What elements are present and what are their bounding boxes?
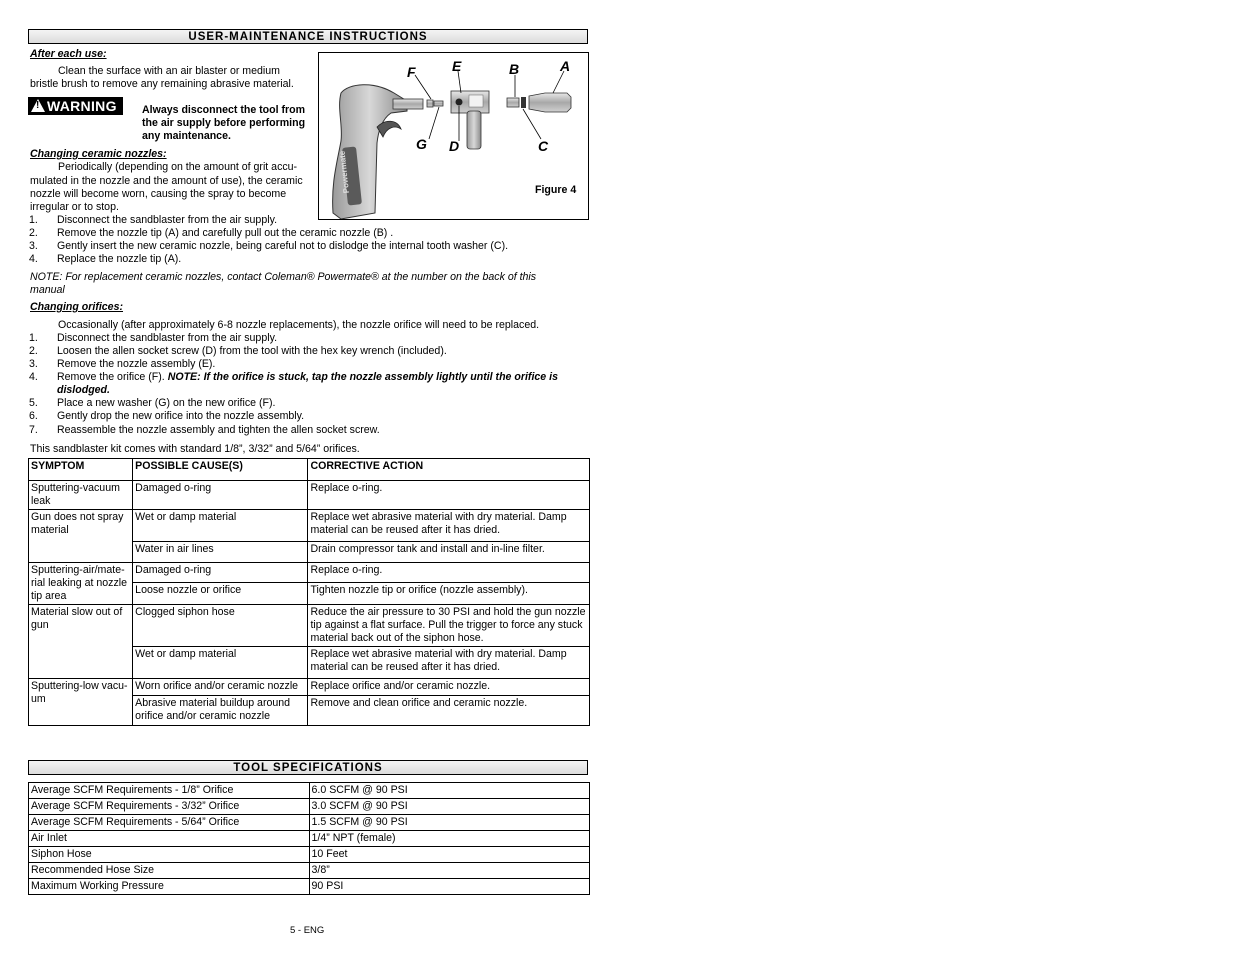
- nozzle-para-line: mulated in the nozzle and the amount of use), the ceramic: [30, 175, 303, 187]
- spec-label: Recommended Hose Size: [29, 863, 310, 879]
- table-row: [29, 563, 590, 583]
- symptom-cell: Sputtering-air/mate-rial leaking at nozzle tip area: [29, 563, 133, 605]
- spec-value: 3.0 SCFM @ 90 PSI: [309, 799, 589, 815]
- spec-row: [29, 847, 590, 863]
- subheading-after-use: After each use:: [30, 48, 107, 60]
- subheading-ceramic-nozzles: Changing ceramic nozzles:: [30, 148, 167, 160]
- table-row: [29, 679, 590, 696]
- spec-row: [29, 879, 590, 895]
- page-number: 5 - ENG: [290, 925, 325, 936]
- after-use-text-2: bristle brush to remove any remaining abrasive material.: [30, 78, 294, 90]
- figure-label-g: G: [416, 136, 427, 152]
- cause-cell: Clogged siphon hose: [133, 605, 308, 647]
- column-header: POSSIBLE CAUSE(S): [133, 459, 308, 481]
- kit-orifices-note: This sandblaster kit comes with standard 1/8”, 3/32” and 5/64” orifices.: [30, 443, 360, 455]
- table-row: [29, 481, 590, 510]
- warning-text: [142, 104, 305, 143]
- section-header-specs: TOOL SPECIFICATIONS: [28, 760, 588, 775]
- spec-value: 6.0 SCFM @ 90 PSI: [309, 783, 589, 799]
- nozzle-para-line: nozzle will become worn, causing the spray to become: [30, 188, 287, 200]
- nozzle-para-line: Periodically (depending on the amount of grit accu-: [58, 161, 298, 173]
- cause-cell: Wet or damp material: [133, 510, 308, 542]
- action-cell: Reduce the air pressure to 30 PSI and hold the gun nozzle tip against a flat surface. Pull the trigger to force any stuck material back out of the siphon hose.: [308, 605, 590, 647]
- spec-label: Maximum Working Pressure: [29, 879, 310, 895]
- spec-label: Siphon Hose: [29, 847, 310, 863]
- cause-cell: Loose nozzle or orifice: [133, 583, 308, 605]
- nozzle-para-line: irregular or to stop.: [30, 201, 119, 213]
- section-header-maintenance: USER-MAINTENANCE INSTRUCTIONS: [28, 29, 588, 44]
- spec-row: [29, 863, 590, 879]
- spec-value: 90 PSI: [309, 879, 589, 895]
- symptom-cell: Sputtering-low vacu-um: [29, 679, 133, 726]
- spec-label: Air Inlet: [29, 831, 310, 847]
- spec-label: Average SCFM Requirements - 1/8” Orifice: [29, 783, 310, 799]
- spec-row: [29, 783, 590, 799]
- figure-label-d: D: [449, 138, 460, 154]
- spec-value: 3/8”: [309, 863, 589, 879]
- action-cell: Replace o-ring.: [308, 481, 590, 510]
- action-cell: Remove and clean orifice and ceramic nozzle.: [308, 696, 590, 726]
- warning-line: any maintenance.: [142, 130, 231, 142]
- spec-row: [29, 831, 590, 847]
- spec-value: 1.5 SCFM @ 90 PSI: [309, 815, 589, 831]
- subheading-orifices: Changing orifices:: [30, 301, 123, 313]
- figure-caption: Figure 4: [535, 184, 577, 196]
- cause-cell: Worn orifice and/or ceramic nozzle: [133, 679, 308, 696]
- exclamation-icon: !: [36, 100, 40, 111]
- symptom-cell: Material slow out of gun: [29, 605, 133, 679]
- figure-label-a: A: [560, 58, 571, 74]
- figure-label-c: C: [538, 138, 549, 154]
- spec-row: [29, 799, 590, 815]
- figure-label-e: E: [452, 58, 462, 74]
- cause-cell: Water in air lines: [133, 542, 308, 563]
- troubleshooting-table: [28, 458, 590, 726]
- spec-label: Average SCFM Requirements - 5/64” Orifice: [29, 815, 310, 831]
- warning-badge-label: WARNING: [47, 98, 117, 114]
- grip-brand-text: Powermate: [337, 150, 351, 194]
- column-header: CORRECTIVE ACTION: [308, 459, 590, 481]
- spec-label: Average SCFM Requirements - 3/32” Orifice: [29, 799, 310, 815]
- spec-value: 1/4” NPT (female): [309, 831, 589, 847]
- spec-value: 10 Feet: [309, 847, 589, 863]
- table-row: [29, 510, 590, 542]
- warning-badge: [28, 97, 123, 115]
- after-use-text-1: Clean the surface with an air blaster or medium: [58, 65, 280, 77]
- nozzle-note-line-2: manual: [30, 284, 65, 296]
- orifice-intro: Occasionally (after approximately 6-8 nozzle replacements), the nozzle orifice will need to be replaced.: [58, 319, 540, 331]
- spec-row: [29, 815, 590, 831]
- warning-line: Always disconnect the tool from: [142, 104, 306, 116]
- column-header: SYMPTOM: [29, 459, 133, 481]
- action-cell: Tighten nozzle tip or orifice (nozzle assembly).: [308, 583, 590, 605]
- action-cell: Replace o-ring.: [308, 563, 590, 583]
- figure-label-b: B: [509, 61, 520, 77]
- warning-line: the air supply before performing: [142, 117, 306, 129]
- action-cell: Replace orifice and/or ceramic nozzle.: [308, 679, 590, 696]
- cause-cell: Damaged o-ring: [133, 563, 308, 583]
- symptom-cell: Gun does not spray material: [29, 510, 133, 563]
- action-cell: Replace wet abrasive material with dry material. Damp material can be reused after it has dried.: [308, 510, 590, 542]
- figure-4: [318, 52, 589, 220]
- specifications-table: [28, 782, 590, 895]
- action-cell: Drain compressor tank and install and in-line filter.: [308, 542, 590, 563]
- table-header-row: [29, 459, 590, 481]
- cause-cell: Damaged o-ring: [133, 481, 308, 510]
- nozzle-note-line-1: NOTE: For replacement ceramic nozzles, contact Coleman® Powermate® at the number on the back of this: [30, 271, 537, 283]
- table-row: [29, 605, 590, 647]
- action-cell: Replace wet abrasive material with dry material. Damp material can be reused after it has dried.: [308, 647, 590, 679]
- symptom-cell: Sputtering-vacuum leak: [29, 481, 133, 510]
- cause-cell: Abrasive material buildup around orifice and/or ceramic nozzle: [133, 696, 308, 726]
- figure-label-f: F: [407, 64, 416, 80]
- cause-cell: Wet or damp material: [133, 647, 308, 679]
